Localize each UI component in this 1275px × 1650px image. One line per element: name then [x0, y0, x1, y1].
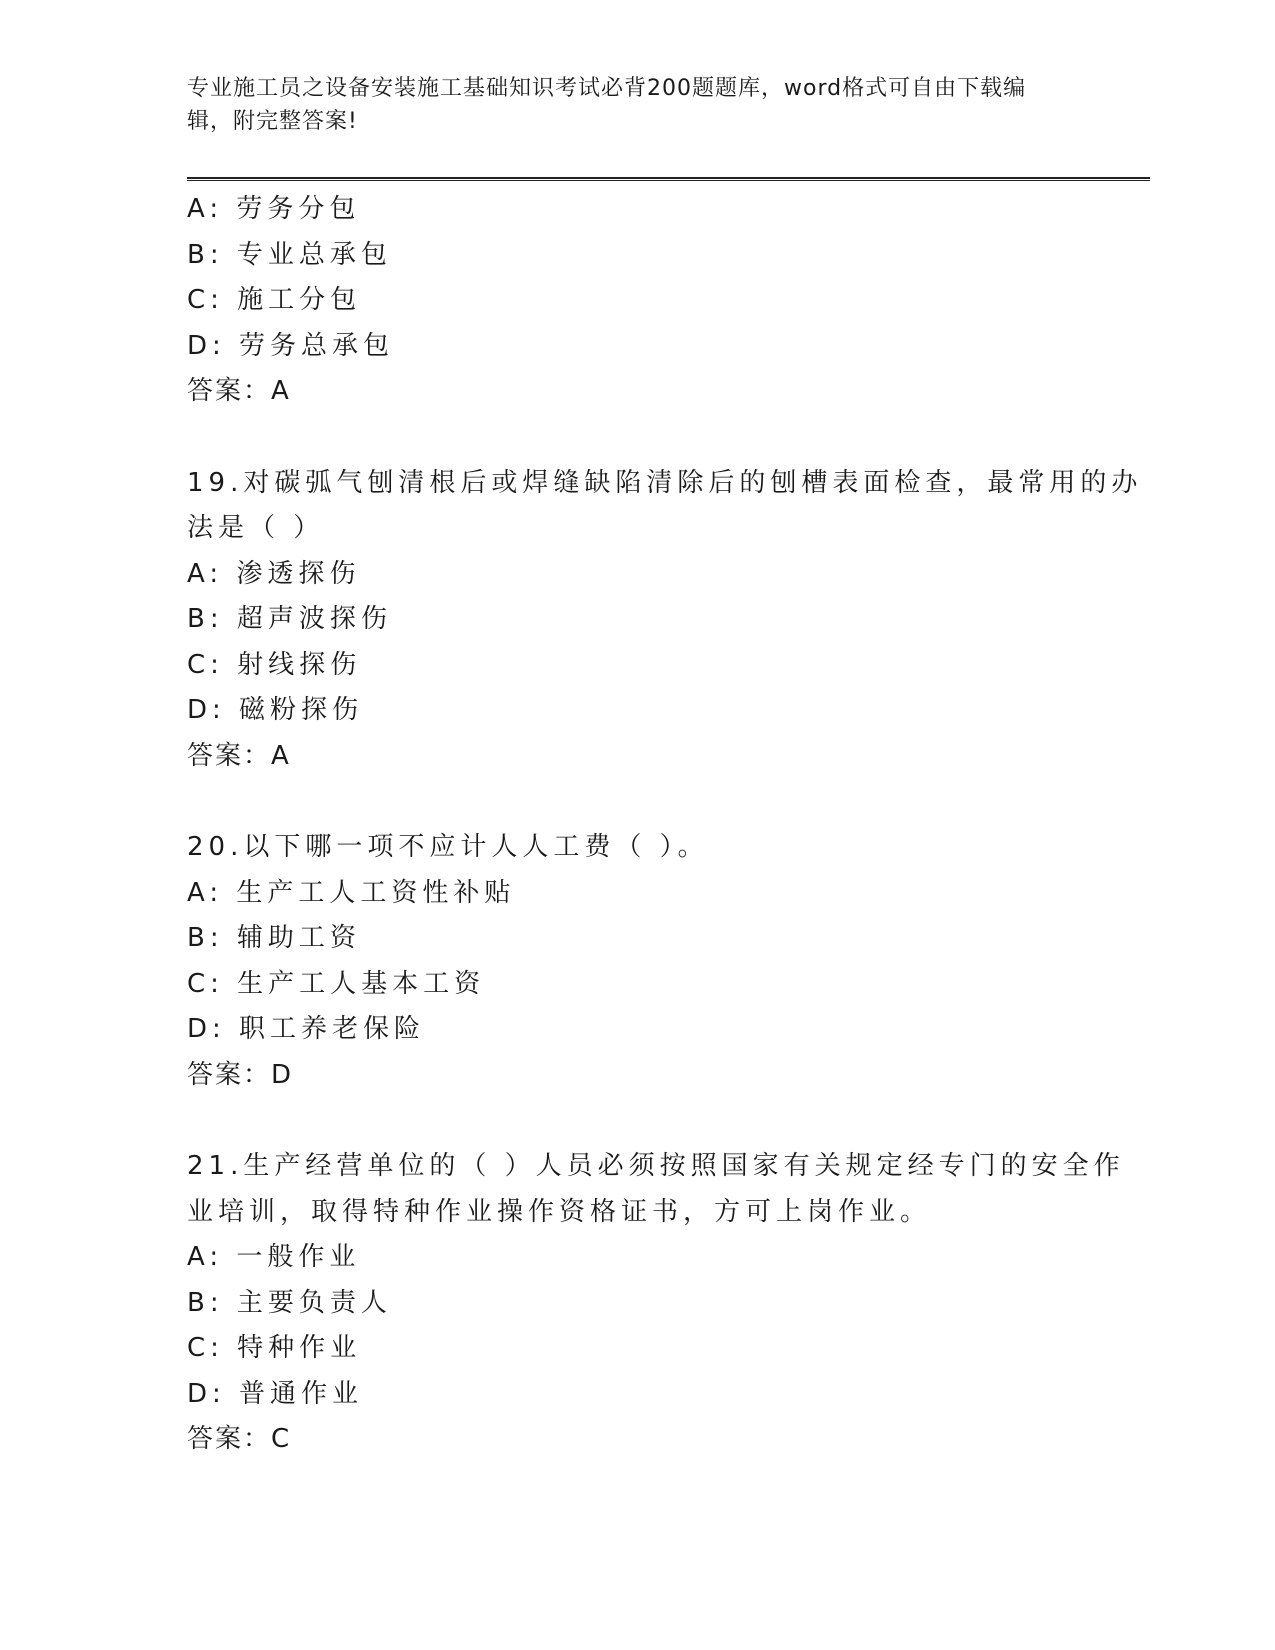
answer-value: A [271, 376, 290, 406]
question-text-line: 法是（ ） [187, 513, 325, 543]
option-b: B: 辅助工资 [187, 923, 361, 953]
option-a: A: 一般作业 [187, 1242, 361, 1272]
question-21 [187, 1144, 1125, 1463]
document-title: 专业施工员之设备安装施工基础知识考试必背200题题库，word格式可自由下载编辑，附完整答案! [187, 76, 1027, 134]
option-a: A: 生产工人工资性补贴 [187, 877, 516, 908]
question-18-continuation [187, 187, 1087, 415]
option-b: B: 主要负责人 [187, 1287, 392, 1318]
header-divider [187, 177, 1150, 181]
answer-line [187, 734, 1087, 780]
answer-value: D [271, 1059, 293, 1090]
question-20 [187, 825, 1087, 1098]
option-d: D: 职工养老保险 [187, 1014, 426, 1044]
answer-label: 答案： [187, 376, 272, 406]
document-body [187, 187, 1143, 1463]
question-text-line: 20.以下哪一项不应计人人工费（ ）。 [187, 832, 709, 862]
answer-value: C [271, 1424, 291, 1454]
question-text-line: 业培训，取得特种作业操作资格证书，方可上岗作业。 [187, 1196, 932, 1227]
option-d: D: 普通作业 [187, 1378, 364, 1409]
option-c: C: 射线探伤 [187, 649, 362, 680]
answer-line [187, 1417, 1087, 1463]
question-19 [187, 461, 1143, 780]
option-a: A: 劳务分包 [187, 194, 361, 224]
answer-line [187, 1053, 1087, 1099]
option-a: A: 渗透探伤 [187, 558, 361, 589]
answer-label: 答案： [187, 740, 272, 771]
answer-line [187, 369, 1087, 415]
option-d: D: 磁粉探伤 [187, 695, 364, 725]
answer-label: 答案： [187, 1424, 272, 1454]
answer-label: 答案： [187, 1059, 272, 1090]
option-b: B: 超声波探伤 [187, 604, 392, 634]
question-text-line: 19.对碳弧气刨清根后或焊缝缺陷清除后的刨槽表面检查，最常用的办 [187, 467, 1143, 498]
option-c: C: 生产工人基本工资 [187, 968, 486, 999]
answer-value: A [271, 740, 290, 771]
option-c: C: 特种作业 [187, 1333, 362, 1363]
option-c: C: 施工分包 [187, 285, 362, 315]
question-text-line: 21.生产经营单位的（ ）人员必须按照国家有关规定经专门的安全作 [187, 1151, 1125, 1181]
option-d: D: 劳务总承包 [187, 330, 395, 361]
option-b: B: 专业总承包 [187, 239, 392, 270]
